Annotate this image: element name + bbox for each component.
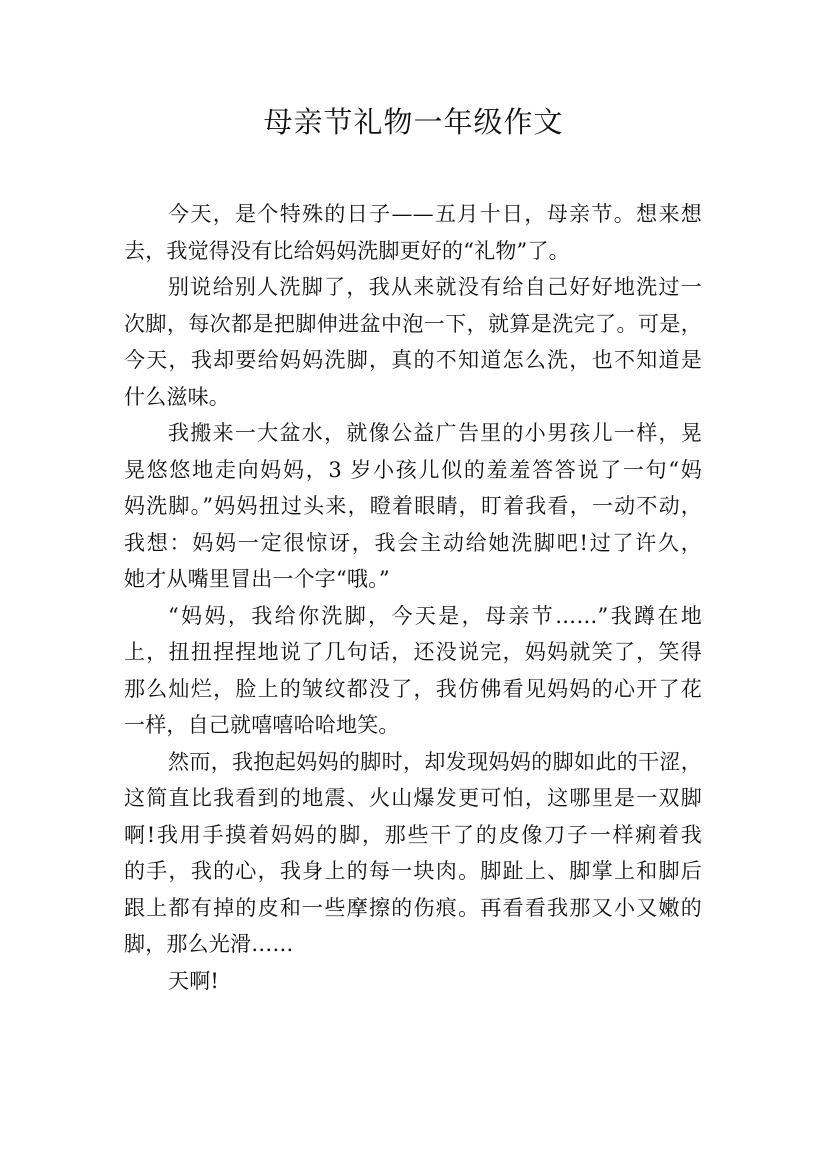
- essay-line: 去，我觉得没有比给妈妈洗脚更好的“礼物”了。: [124, 238, 570, 263]
- essay-line: 今天，是个特殊的日子——五月十日，母亲节。想来想: [168, 202, 702, 226]
- essay-line: 上，扭扭捏捏地说了几句话，还没说完，妈妈就笑了，笑得: [124, 640, 702, 664]
- essay-line: “妈妈，我给你洗脚，今天是，母亲节……”我蹲在地: [168, 603, 702, 628]
- essay-line: 今天，我却要给妈妈洗脚，真的不知道怎么洗，也不知道是: [124, 348, 702, 372]
- essay-line: 这简直比我看到的地震、火山爆发更可怕，这哪里是一双脚: [124, 786, 702, 810]
- essay-line: 妈洗脚。”妈妈扭过头来，瞪着眼睛，盯着我看，一动不动，: [124, 494, 702, 518]
- essay-line: 她才从嘴里冒出一个字“哦。”: [124, 567, 390, 591]
- essay-line: 的手，我的心，我身上的每一块肉。脚趾上、脚掌上和脚后: [124, 859, 702, 883]
- essay-line: 什么滋味。: [124, 384, 230, 409]
- essay-line: 然而，我抱起妈妈的脚时，却发现妈妈的脚如此的干涩，: [168, 749, 702, 774]
- essay-line: 一样，自己就嘻嘻哈哈地笑。: [124, 713, 400, 737]
- essay-line: 次脚，每次都是把脚伸进盆中泡一下，就算是洗完了。可是，: [124, 311, 702, 336]
- essay-line: 天啊!: [168, 968, 220, 993]
- essay-body: [124, 196, 702, 999]
- document-title: 母亲节礼物一年级作文: [263, 105, 564, 139]
- essay-line: 晃悠悠地走向妈妈，3 岁小孩儿似的羞羞答答说了一句“妈: [124, 457, 702, 482]
- essay-line: 啊!我用手摸着妈妈的脚，那些干了的皮像刀子一样痢着我: [124, 822, 702, 847]
- essay-line: 别说给别人洗脚了，我从来就没有给自己好好地洗过一: [168, 275, 702, 299]
- essay-line: 我搬来一大盆水，就像公益广告里的小男孩儿一样，晃: [168, 421, 702, 445]
- essay-line: 我想：妈妈一定很惊讶，我会主动给她洗脚吧!过了许久，: [124, 530, 702, 555]
- essay-line: 那么灿烂，脸上的皱纹都没了，我仿佛看见妈妈的心开了花: [124, 676, 702, 701]
- essay-line: 跟上都有掉的皮和一些摩擦的伤痕。再看看我那又小又嫩的: [124, 895, 702, 920]
- essay-line: 脚，那么光滑……: [124, 932, 294, 956]
